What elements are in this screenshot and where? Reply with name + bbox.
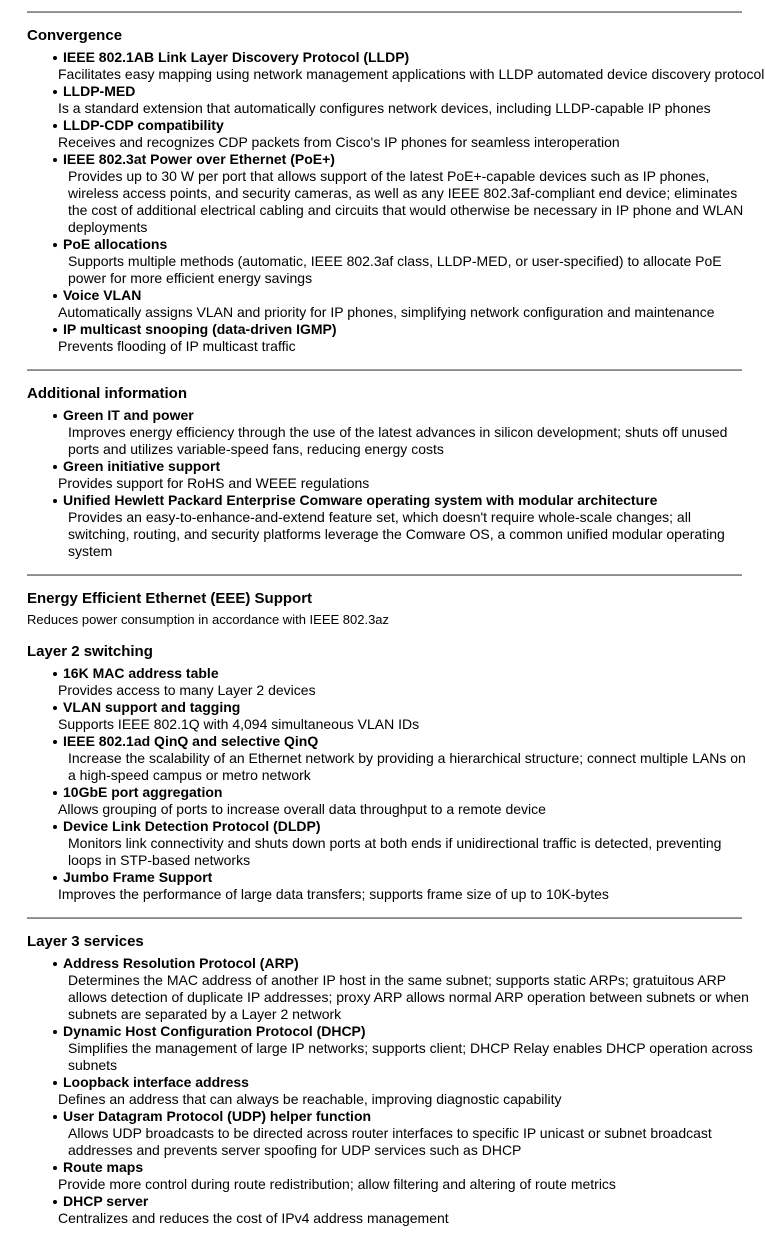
section-title: Layer 2 switching xyxy=(27,643,153,660)
feature-item xyxy=(27,458,753,492)
feature-title: LLDP-CDP compatibility xyxy=(63,117,224,133)
feature-description: Improves energy efficiency through the use of the latest advances in silicon development; shuts off unused ports and utilizes variable-speed fans, reducing energy costs xyxy=(68,424,728,457)
bullet-icon xyxy=(53,328,57,332)
bullet-icon xyxy=(53,243,57,247)
feature-title: Unified Hewlett Packard Enterprise Comware operating system with modular architecture xyxy=(63,492,658,508)
feature-description: Supports IEEE 802.1Q with 4,094 simultaneous VLAN IDs xyxy=(58,716,420,732)
feature-title: Jumbo Frame Support xyxy=(63,869,213,885)
section-divider xyxy=(27,369,742,371)
bullet-icon xyxy=(53,90,57,94)
feature-description: Provides up to 30 W per port that allows support of the latest PoE+-capable devices such as IP phones, wireless access points, and security cameras, as well as any IEEE 802.3af-compliant end device; eliminates the cost of additional electrical cabling and circuits that would otherwise be necessary in IP phone and WLAN deployments xyxy=(68,168,744,235)
feature-description: Facilitates easy mapping using network management applications with LLDP automated device discovery protocol xyxy=(58,66,765,82)
feature-item xyxy=(27,236,753,287)
section-intro: Reduces power consumption in accordance with IEEE 802.3az xyxy=(27,612,390,627)
feature-item xyxy=(27,665,753,699)
feature-description: Defines an address that can always be reachable, improving diagnostic capability xyxy=(58,1091,562,1107)
feature-title: IP multicast snooping (data-driven IGMP) xyxy=(63,321,337,337)
feature-title: Voice VLAN xyxy=(63,287,142,303)
bullet-icon xyxy=(53,876,57,880)
feature-description: Provides access to many Layer 2 devices xyxy=(58,682,316,698)
feature-item xyxy=(27,49,765,83)
feature-list xyxy=(27,665,753,903)
feature-item xyxy=(27,869,753,903)
feature-description: Provide more control during route redistribution; allow filtering and altering of route metrics xyxy=(58,1176,616,1192)
feature-item xyxy=(27,287,753,321)
feature-item xyxy=(27,818,753,869)
feature-item xyxy=(27,699,753,733)
bullet-icon xyxy=(53,1081,57,1085)
feature-description: Centralizes and reduces the cost of IPv4 address management xyxy=(58,1210,449,1226)
feature-title: 10GbE port aggregation xyxy=(63,784,223,800)
feature-title: Address Resolution Protocol (ARP) xyxy=(63,955,299,971)
feature-description: Increase the scalability of an Ethernet network by providing a hierarchical structure; connect multiple LANs on a high-speed campus or metro network xyxy=(68,750,746,783)
feature-title: VLAN support and tagging xyxy=(63,699,241,715)
feature-description: Allows grouping of ports to increase overall data throughput to a remote device xyxy=(58,801,546,817)
bullet-icon xyxy=(53,1166,57,1170)
section-title: Layer 3 services xyxy=(27,933,144,950)
feature-item xyxy=(27,407,753,458)
bullet-icon xyxy=(53,294,57,298)
feature-item xyxy=(27,784,753,818)
section-layer-3-services xyxy=(27,917,753,1227)
bullet-icon xyxy=(53,1200,57,1204)
feature-description: Receives and recognizes CDP packets from Cisco's IP phones for seamless interoperation xyxy=(58,134,620,150)
bullet-icon xyxy=(53,672,57,676)
bullet-icon xyxy=(53,1030,57,1034)
section-layer-2-switching xyxy=(27,642,753,903)
feature-description: Monitors link connectivity and shuts down ports at both ends if unidirectional traffic is detected, preventing loops in STP-based networks xyxy=(68,835,722,868)
feature-title: IEEE 802.1AB Link Layer Discovery Protocol (LLDP) xyxy=(63,49,410,65)
bullet-icon xyxy=(53,1115,57,1119)
section-divider xyxy=(27,574,742,576)
bullet-icon xyxy=(53,414,57,418)
bullet-icon xyxy=(53,124,57,128)
section-convergence xyxy=(27,11,765,355)
bullet-icon xyxy=(53,962,57,966)
feature-title: Route maps xyxy=(63,1159,144,1175)
feature-description: Provides support for RoHS and WEEE regulations xyxy=(58,475,370,491)
sections-root xyxy=(27,11,765,1227)
feature-title: User Datagram Protocol (UDP) helper function xyxy=(63,1108,372,1124)
bullet-icon xyxy=(53,740,57,744)
feature-item xyxy=(27,1193,753,1227)
bullet-icon xyxy=(53,158,57,162)
feature-description: Provides an easy-to-enhance-and-extend feature set, which doesn't require whole-scale changes; all switching, routing, and security platforms leverage the Comware OS, a common unified modular operating system xyxy=(68,509,725,559)
feature-description: Determines the MAC address of another IP host in the same subnet; supports static ARPs; gratuitous ARP allows detection of duplicate IP addresses; proxy ARP allows normal ARP operation between subnets or when subnets are separated by a Layer 2 network xyxy=(68,972,749,1022)
section-title: Convergence xyxy=(27,27,123,44)
feature-title: Green IT and power xyxy=(63,407,194,423)
section-additional-information xyxy=(27,369,753,560)
feature-item xyxy=(27,492,753,560)
section-divider xyxy=(27,917,742,919)
feature-item xyxy=(27,83,753,117)
feature-title: Dynamic Host Configuration Protocol (DHCP) xyxy=(63,1023,366,1039)
feature-item xyxy=(27,733,753,784)
feature-list xyxy=(27,407,753,560)
section-title: Additional information xyxy=(27,385,187,402)
bullet-icon xyxy=(53,56,57,60)
feature-item xyxy=(27,117,753,151)
feature-description: Prevents flooding of IP multicast traffic xyxy=(58,338,296,354)
feature-item xyxy=(27,1023,753,1074)
bullet-icon xyxy=(53,706,57,710)
section-eee-support xyxy=(27,574,753,628)
feature-description: Allows UDP broadcasts to be directed across router interfaces to specific IP unicast or subnet broadcast addresses and prevents server spoofing for UDP services such as DHCP xyxy=(68,1125,712,1158)
bullet-icon xyxy=(53,791,57,795)
feature-title: PoE allocations xyxy=(63,236,168,252)
feature-item xyxy=(27,1108,753,1159)
feature-title: Device Link Detection Protocol (DLDP) xyxy=(63,818,321,834)
feature-list xyxy=(27,49,765,355)
section-divider xyxy=(27,11,742,13)
feature-title: LLDP-MED xyxy=(63,83,136,99)
feature-title: DHCP server xyxy=(63,1193,149,1209)
bullet-icon xyxy=(53,825,57,829)
bullet-icon xyxy=(53,499,57,503)
feature-description: Automatically assigns VLAN and priority for IP phones, simplifying network configuration and maintenance xyxy=(58,304,715,320)
feature-list xyxy=(27,955,753,1227)
feature-title: Loopback interface address xyxy=(63,1074,249,1090)
feature-item xyxy=(27,151,753,236)
feature-description: Supports multiple methods (automatic, IEEE 802.3af class, LLDP-MED, or user-specified) to allocate PoE power for more efficient energy savings xyxy=(68,253,722,286)
feature-title: IEEE 802.1ad QinQ and selective QinQ xyxy=(63,733,319,749)
feature-title: 16K MAC address table xyxy=(63,665,219,681)
feature-item xyxy=(27,1074,753,1108)
section-title: Energy Efficient Ethernet (EEE) Support xyxy=(27,590,313,607)
feature-item xyxy=(27,321,753,355)
feature-description: Simplifies the management of large IP networks; supports client; DHCP Relay enables DHCP operation across subnets xyxy=(68,1040,753,1073)
feature-title: IEEE 802.3at Power over Ethernet (PoE+) xyxy=(63,151,335,167)
feature-description: Improves the performance of large data transfers; supports frame size of up to 10K-bytes xyxy=(58,886,609,902)
bullet-icon xyxy=(53,465,57,469)
feature-item xyxy=(27,1159,753,1193)
feature-item xyxy=(27,955,753,1023)
feature-title: Green initiative support xyxy=(63,458,221,474)
feature-description: Is a standard extension that automatically configures network devices, including LLDP-capable IP phones xyxy=(58,100,711,116)
